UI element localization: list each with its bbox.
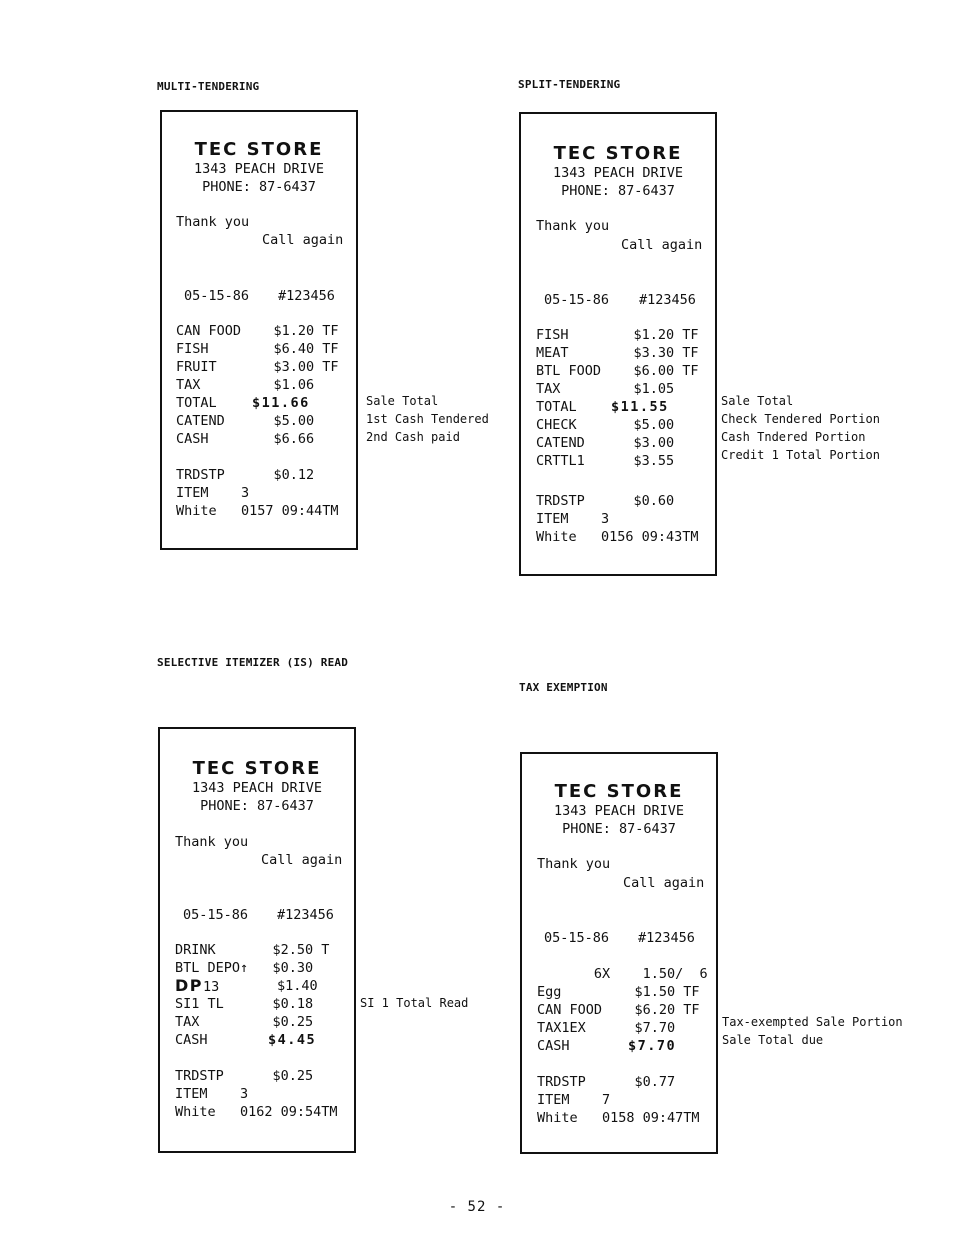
itemizer-total-line: SI1 TL $0.18 xyxy=(175,996,314,1012)
tax-exempt-line: TAX1EX $7.70 xyxy=(537,1020,676,1036)
footer-line: ITEM 3 xyxy=(175,1086,249,1102)
receipt-date: 05-15-86 xyxy=(183,907,249,923)
footer-line: White 0156 09:43TM xyxy=(536,529,699,545)
department-line xyxy=(175,977,219,996)
call-again-text: Call again xyxy=(623,875,705,891)
cash-label: CASH xyxy=(175,1032,208,1048)
annotation: Check Tendered Portion xyxy=(721,412,880,426)
call-again-text: Call again xyxy=(261,852,343,868)
split-tendering-heading: SPLIT-TENDERING xyxy=(518,78,621,91)
store-phone: PHONE: 87-6437 xyxy=(561,183,675,199)
total-amount: $11.55 xyxy=(611,399,669,415)
annotation: Sale Total due xyxy=(722,1033,824,1047)
thank-you-text: Thank you xyxy=(537,856,611,872)
total-label: TOTAL xyxy=(176,395,217,411)
footer-line: White 0162 09:54TM xyxy=(175,1104,338,1120)
item-line: MEAT $3.30 TF xyxy=(536,345,699,361)
receipt-date: 05-15-86 xyxy=(544,930,610,946)
store-phone: PHONE: 87-6437 xyxy=(202,179,316,195)
footer-line: ITEM 7 xyxy=(537,1092,611,1108)
receipt-date: 05-15-86 xyxy=(184,288,250,304)
item-line: BTL DEPO↑ $0.30 xyxy=(175,960,314,976)
multi-tendering-receipt xyxy=(160,110,358,550)
store-address: 1343 PEACH DRIVE xyxy=(553,803,685,819)
footer-line: White 0158 09:47TM xyxy=(537,1110,700,1126)
item-line: FISH $1.20 TF xyxy=(536,327,699,343)
footer-line: TRDSTP $0.25 xyxy=(175,1068,314,1084)
thank-you-text: Thank you xyxy=(536,218,610,234)
store-name: TEC STORE xyxy=(554,781,684,802)
thank-you-text: Thank you xyxy=(176,214,250,230)
receipt-number: #123456 xyxy=(639,292,696,308)
annotation: 2nd Cash paid xyxy=(366,430,460,444)
tax-line: TAX $1.06 xyxy=(176,377,315,393)
annotation: Tax-exempted Sale Portion xyxy=(722,1015,903,1029)
item-line: FRUIT $3.00 TF xyxy=(176,359,339,375)
store-address: 1343 PEACH DRIVE xyxy=(193,161,325,177)
tax-line: TAX $1.05 xyxy=(536,381,675,397)
tender-line: CATEND $5.00 xyxy=(176,413,315,429)
receipt-date: 05-15-86 xyxy=(544,292,610,308)
receipt-number: #123456 xyxy=(638,930,695,946)
tender-line: CRTTL1 $3.55 xyxy=(536,453,675,469)
annotation: 1st Cash Tendered xyxy=(366,412,489,426)
store-name: TEC STORE xyxy=(553,143,683,164)
store-phone: PHONE: 87-6437 xyxy=(200,798,314,814)
tax-line: TAX $0.25 xyxy=(175,1014,314,1030)
page-number: - 52 - xyxy=(448,1199,506,1215)
tender-line: CASH $6.66 xyxy=(176,431,315,447)
store-address: 1343 PEACH DRIVE xyxy=(552,165,684,181)
cash-amount: $7.70 xyxy=(628,1038,677,1054)
split-tendering-receipt xyxy=(519,112,717,576)
multi-tendering-heading: MULTI-TENDERING xyxy=(157,80,260,93)
footer-line: White 0157 09:44TM xyxy=(176,503,339,519)
cash-label: CASH xyxy=(537,1038,570,1054)
item-line: Egg $1.50 TF xyxy=(537,984,700,1000)
call-again-text: Call again xyxy=(262,232,344,248)
tax-exemption-heading: TAX EXEMPTION xyxy=(519,681,608,694)
itemizer-read-receipt xyxy=(158,727,356,1153)
store-name: TEC STORE xyxy=(192,758,322,779)
quantity-line: 6X 1.50/ 6 xyxy=(537,966,708,982)
receipt-number: #123456 xyxy=(278,288,335,304)
department-amount: $1.40 xyxy=(277,978,318,994)
total-amount: $11.66 xyxy=(252,395,310,411)
store-address: 1343 PEACH DRIVE xyxy=(191,780,323,796)
item-line: DRINK $2.50 T xyxy=(175,942,330,958)
annotation: SI 1 Total Read xyxy=(360,996,469,1010)
tender-line: CATEND $3.00 xyxy=(536,435,675,451)
item-line: BTL FOOD $6.00 TF xyxy=(536,363,699,379)
cash-amount: $4.45 xyxy=(268,1032,317,1048)
department-number: 13 xyxy=(203,979,220,995)
footer-line: TRDSTP $0.77 xyxy=(537,1074,676,1090)
department-label: DP xyxy=(175,976,204,995)
footer-line: TRDSTP $0.60 xyxy=(536,493,675,509)
annotation: Cash Tndered Portion xyxy=(721,430,866,444)
annotation: Sale Total xyxy=(721,394,794,408)
itemizer-read-heading: SELECTIVE ITEMIZER (IS) READ xyxy=(157,656,349,669)
receipt-number: #123456 xyxy=(277,907,334,923)
footer-line: TRDSTP $0.12 xyxy=(176,467,315,483)
thank-you-text: Thank you xyxy=(175,834,249,850)
item-line: CAN FOOD $6.20 TF xyxy=(537,1002,700,1018)
tax-exemption-receipt xyxy=(520,752,718,1154)
tender-line: CHECK $5.00 xyxy=(536,417,675,433)
total-label: TOTAL xyxy=(536,399,577,415)
item-line: FISH $6.40 TF xyxy=(176,341,339,357)
call-again-text: Call again xyxy=(621,237,703,253)
footer-line: ITEM 3 xyxy=(536,511,610,527)
footer-line: ITEM 3 xyxy=(176,485,250,501)
item-line: CAN FOOD $1.20 TF xyxy=(176,323,339,339)
store-name: TEC STORE xyxy=(194,139,324,160)
annotation: Sale Total xyxy=(366,394,439,408)
annotation: Credit 1 Total Portion xyxy=(721,448,880,462)
store-phone: PHONE: 87-6437 xyxy=(562,821,676,837)
